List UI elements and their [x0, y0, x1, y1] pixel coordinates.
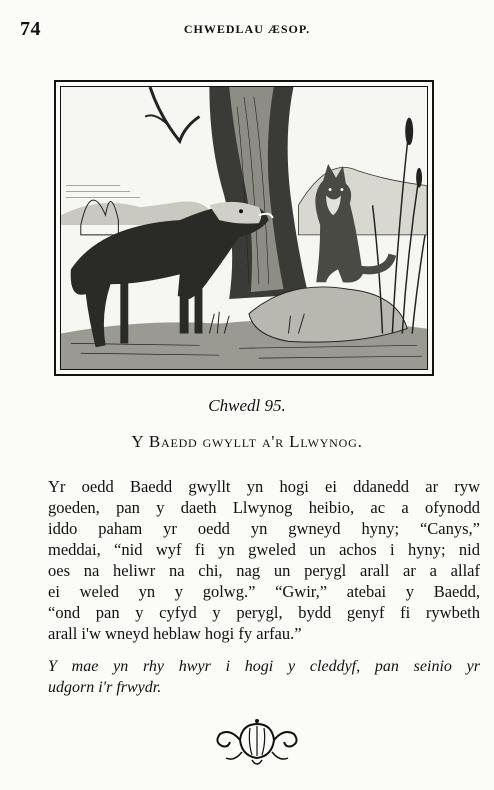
body-line: meddai, “nid wyf fi yn gweled un achos i hyny; nid — [48, 540, 480, 559]
body-line: Yr oedd Baedd gwyllt yn hogi ei ddanedd ar ryw — [48, 477, 480, 496]
moral-line: Y mae yn rhy hwyr i hogi y cleddyf, pan seinio yr — [48, 658, 480, 675]
fable-moral — [48, 656, 480, 698]
fable-body — [48, 476, 480, 644]
fable-label: Chwedl 95. — [208, 396, 286, 415]
tailpiece-ornament — [212, 718, 302, 770]
body-line: oes na heliwr na chi, nag un perygl arall ar a allaf — [48, 561, 480, 580]
fable-title: Y Baedd gwyllt a'r Llwynog. — [131, 432, 363, 451]
body-line: iddo paham yr oedd yn gwneyd hyny; “Canys,” — [48, 519, 480, 538]
engraving-image — [61, 87, 427, 369]
body-line: arall i'w wneyd heblaw hogi fy arfau.” — [48, 624, 302, 643]
fable-illustration — [54, 80, 434, 376]
body-line: ei weled yn y golwg.” “Gwir,” atebai y Baedd, — [48, 582, 480, 601]
moral-line: udgorn i'r frwydr. — [48, 679, 162, 696]
body-line: “ond pan y cyfyd y perygl, bydd genyf fi rywbeth — [48, 603, 480, 622]
running-head: CHWEDLAU ÆSOP. — [183, 22, 311, 36]
page-number: 74 — [20, 18, 41, 40]
body-line: goeden, pan y daeth Llwynog heibio, ac a ofynodd — [48, 498, 480, 517]
